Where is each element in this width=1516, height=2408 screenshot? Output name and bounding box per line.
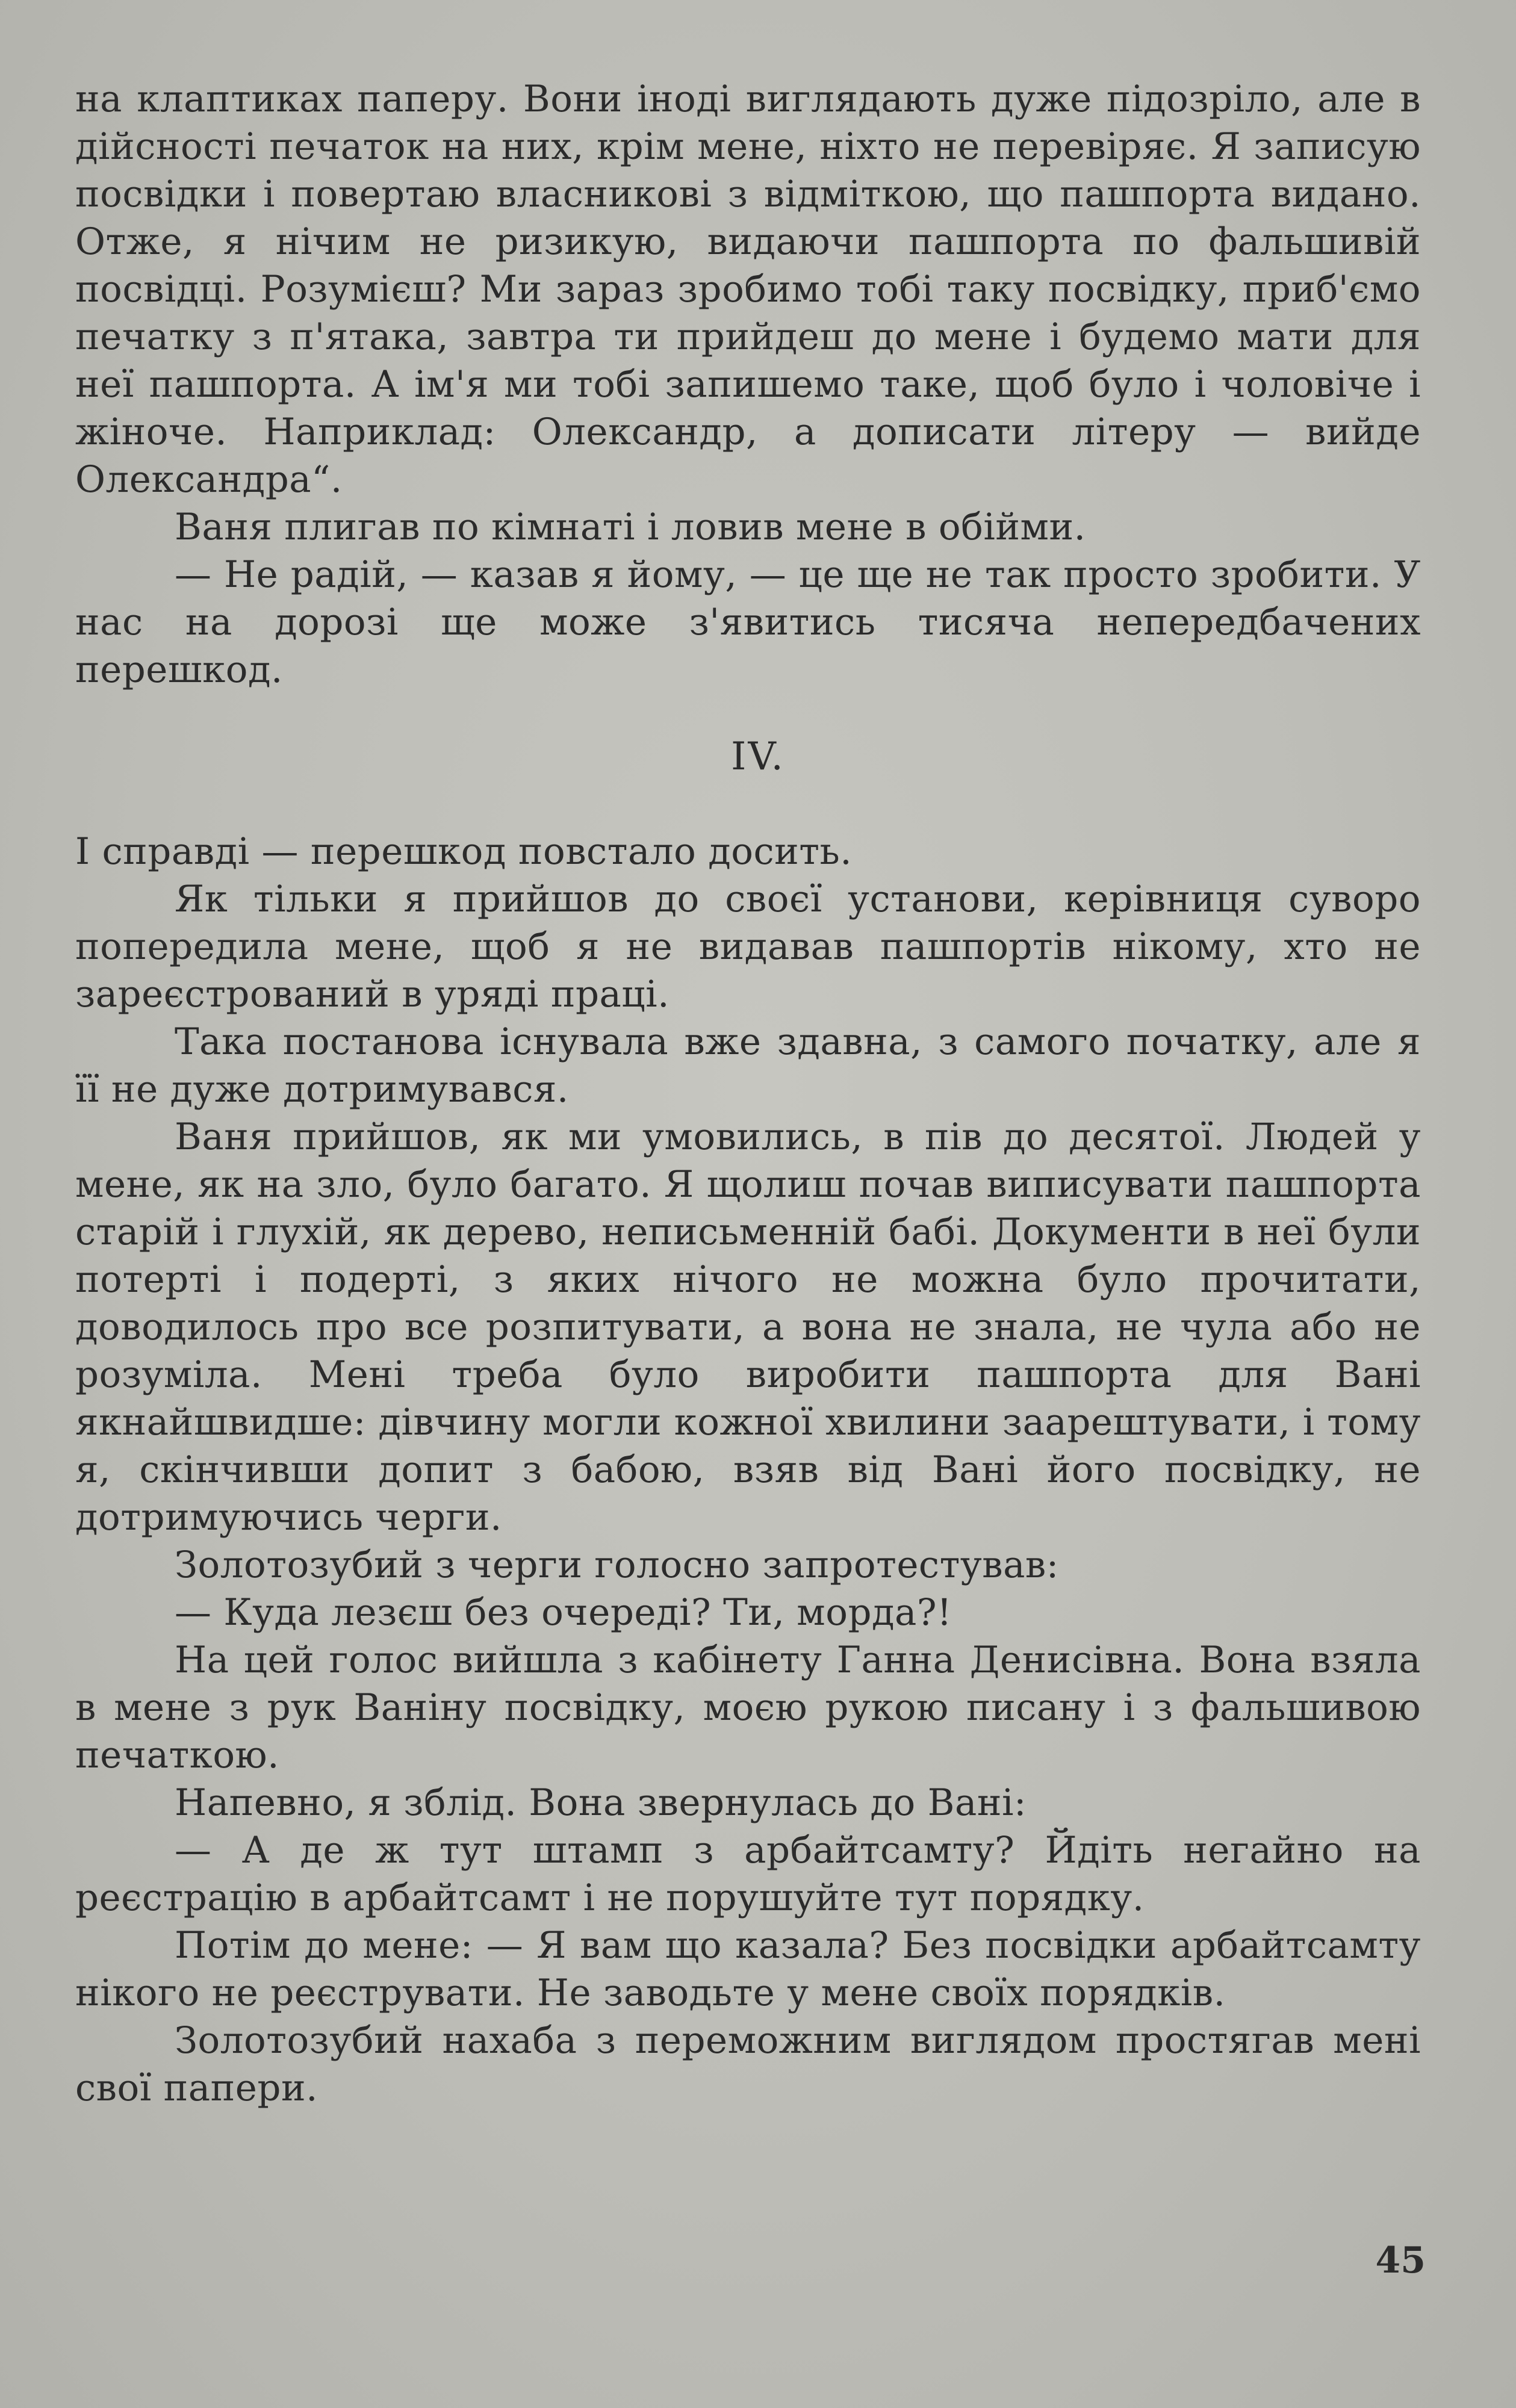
paragraph: Така постанова існувала вже здавна, з самого початку, але я її не дуже дотримувався.: [75, 1020, 1421, 1111]
paragraph: Золотозубий нахаба з переможним виглядом простягав мені свої папери.: [75, 2019, 1421, 2109]
paragraph: На цей голос вийшла з кабінету Ганна Денисівна. Вона взяла в мене з рук Ванiну посвідку, моєю рукою писану і з фальшивою печаткою.: [75, 1639, 1421, 1777]
paragraph: — А де ж тут штамп з арбайтсамту? Йдіть негайно на реєстрацію в арбайтсамт і не порушуйте тут порядку.: [75, 1829, 1421, 1919]
page-number: 45: [1375, 2239, 1426, 2282]
paragraph: — Не радій, — казав я йому, — це ще не так просто зробити. У нас на дорозі ще може з'явитись тисяча непередбачених перешкод.: [75, 553, 1421, 691]
chapter-heading: IV.: [731, 734, 785, 779]
paragraph: Ваня плигав по кімнаті і ловив мене в обійми.: [175, 506, 1086, 548]
paragraph: Золотозубий з черги голосно запротестував:: [175, 1544, 1059, 1586]
paragraph: І справді — перешкод повстало досить.: [75, 830, 853, 873]
text-block-top: [75, 75, 1421, 694]
text-block-bottom: [75, 828, 1421, 2112]
paragraph: — Куда лезєш без очереді? Ти, морда?!: [175, 1591, 952, 1634]
paragraph: на клаптиках паперу. Вони іноді виглядають дуже підозріло, але в дійсності печаток на них, крім мене, ніхто не перевіряє. Я записую посвідки і повертаю власникові з відміткою, що пашпорта видано. Отже, я нічим не ризикую, видаючи пашпорта по фальшивій посвідці. Розумієш? Ми зараз зробимо тобі таку посвідку, приб'ємо печатку з п'ятака, завтра ти прийдеш до мене і будемо мати для неї пашпорта. А ім'я ми тобі запишемо таке, щоб було і чоловіче і жіноче. Наприклад: Олександр, а дописати літеру — вийде Олександра“.: [75, 78, 1421, 501]
paragraph: Напевно, я зблід. Вона звернулась до Вані:: [175, 1781, 1027, 1824]
paragraph: Потім до мене: — Я вам що казала? Без посвідки арбайтсамту нікого не реєструвати. Не заводьте у мене своїх порядків.: [75, 1924, 1421, 2014]
paragraph: Як тільки я прийшов до своєї установи, керівниця суворо попередила мене, щоб я не видавав пашпортів нікому, хто не зареєстрований в уряді праці.: [75, 878, 1421, 1016]
paragraph: Ваня прийшов, як ми умовились, в пів до десятої. Людей у мене, як на зло, було багато. Я щолиш почав виписувати пашпорта старій і глухій, як дерево, неписьменній бабі. Документи в неї були потерті і подерті, з яких нічого не можна було прочитати, доводилось про все розпитувати, а вона не знала, не чула або не розуміла. Мені треба було виробити пашпорта для Вані якнайшвидше: дівчину могли кожної хвилини заарештувати, і тому я, скінчивши допит з бабою, взяв від Вані його посвідку, не дотримуючись черги.: [75, 1116, 1421, 1539]
